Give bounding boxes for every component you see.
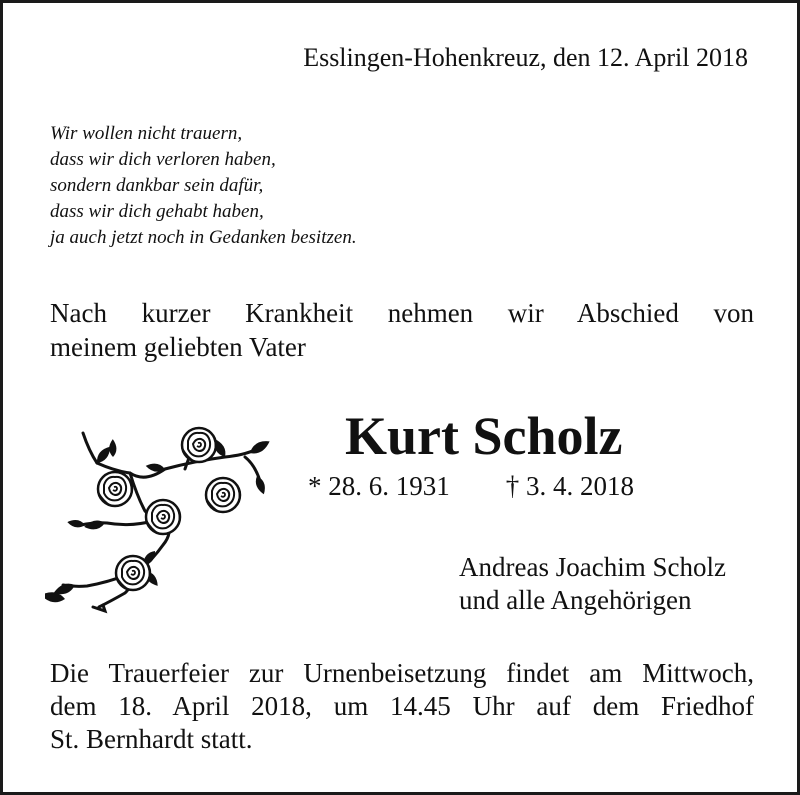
poem-line: ja auch jetzt noch in Gedanken besitzen. xyxy=(50,227,357,248)
ceremony-line: St. Bernhardt statt. xyxy=(50,724,253,754)
mourners xyxy=(459,551,726,617)
poem-line: sondern dankbar sein dafür, xyxy=(50,175,264,196)
announcement-line: Nach kurzer Krankheit nehmen wir Abschied von xyxy=(50,298,754,328)
ceremony-line: dem 18. April 2018, um 14.45 Uhr auf dem Friedhof xyxy=(50,691,754,721)
life-dates xyxy=(308,471,634,502)
poem xyxy=(50,121,357,251)
birth-date: * 28. 6. 1931 xyxy=(308,471,450,501)
deceased-name: Kurt Scholz xyxy=(345,406,623,466)
roses-icon xyxy=(45,421,275,621)
ceremony-line: Die Trauerfeier zur Urnenbeisetzung findet am Mittwoch, xyxy=(50,658,754,688)
place-date: Esslingen-Hohenkreuz, den 12. April 2018 xyxy=(303,43,748,72)
mourner-line: Andreas Joachim Scholz xyxy=(459,552,726,582)
announcement-line: meinem geliebten Vater xyxy=(50,332,306,362)
announcement xyxy=(50,296,754,364)
ceremony-info xyxy=(50,657,754,756)
poem-line: dass wir dich gehabt haben, xyxy=(50,201,264,222)
death-date: † 3. 4. 2018 xyxy=(505,471,634,501)
mourner-line: und alle Angehörigen xyxy=(459,585,692,615)
poem-line: dass wir dich verloren haben, xyxy=(50,149,276,170)
poem-line: Wir wollen nicht trauern, xyxy=(50,123,243,144)
